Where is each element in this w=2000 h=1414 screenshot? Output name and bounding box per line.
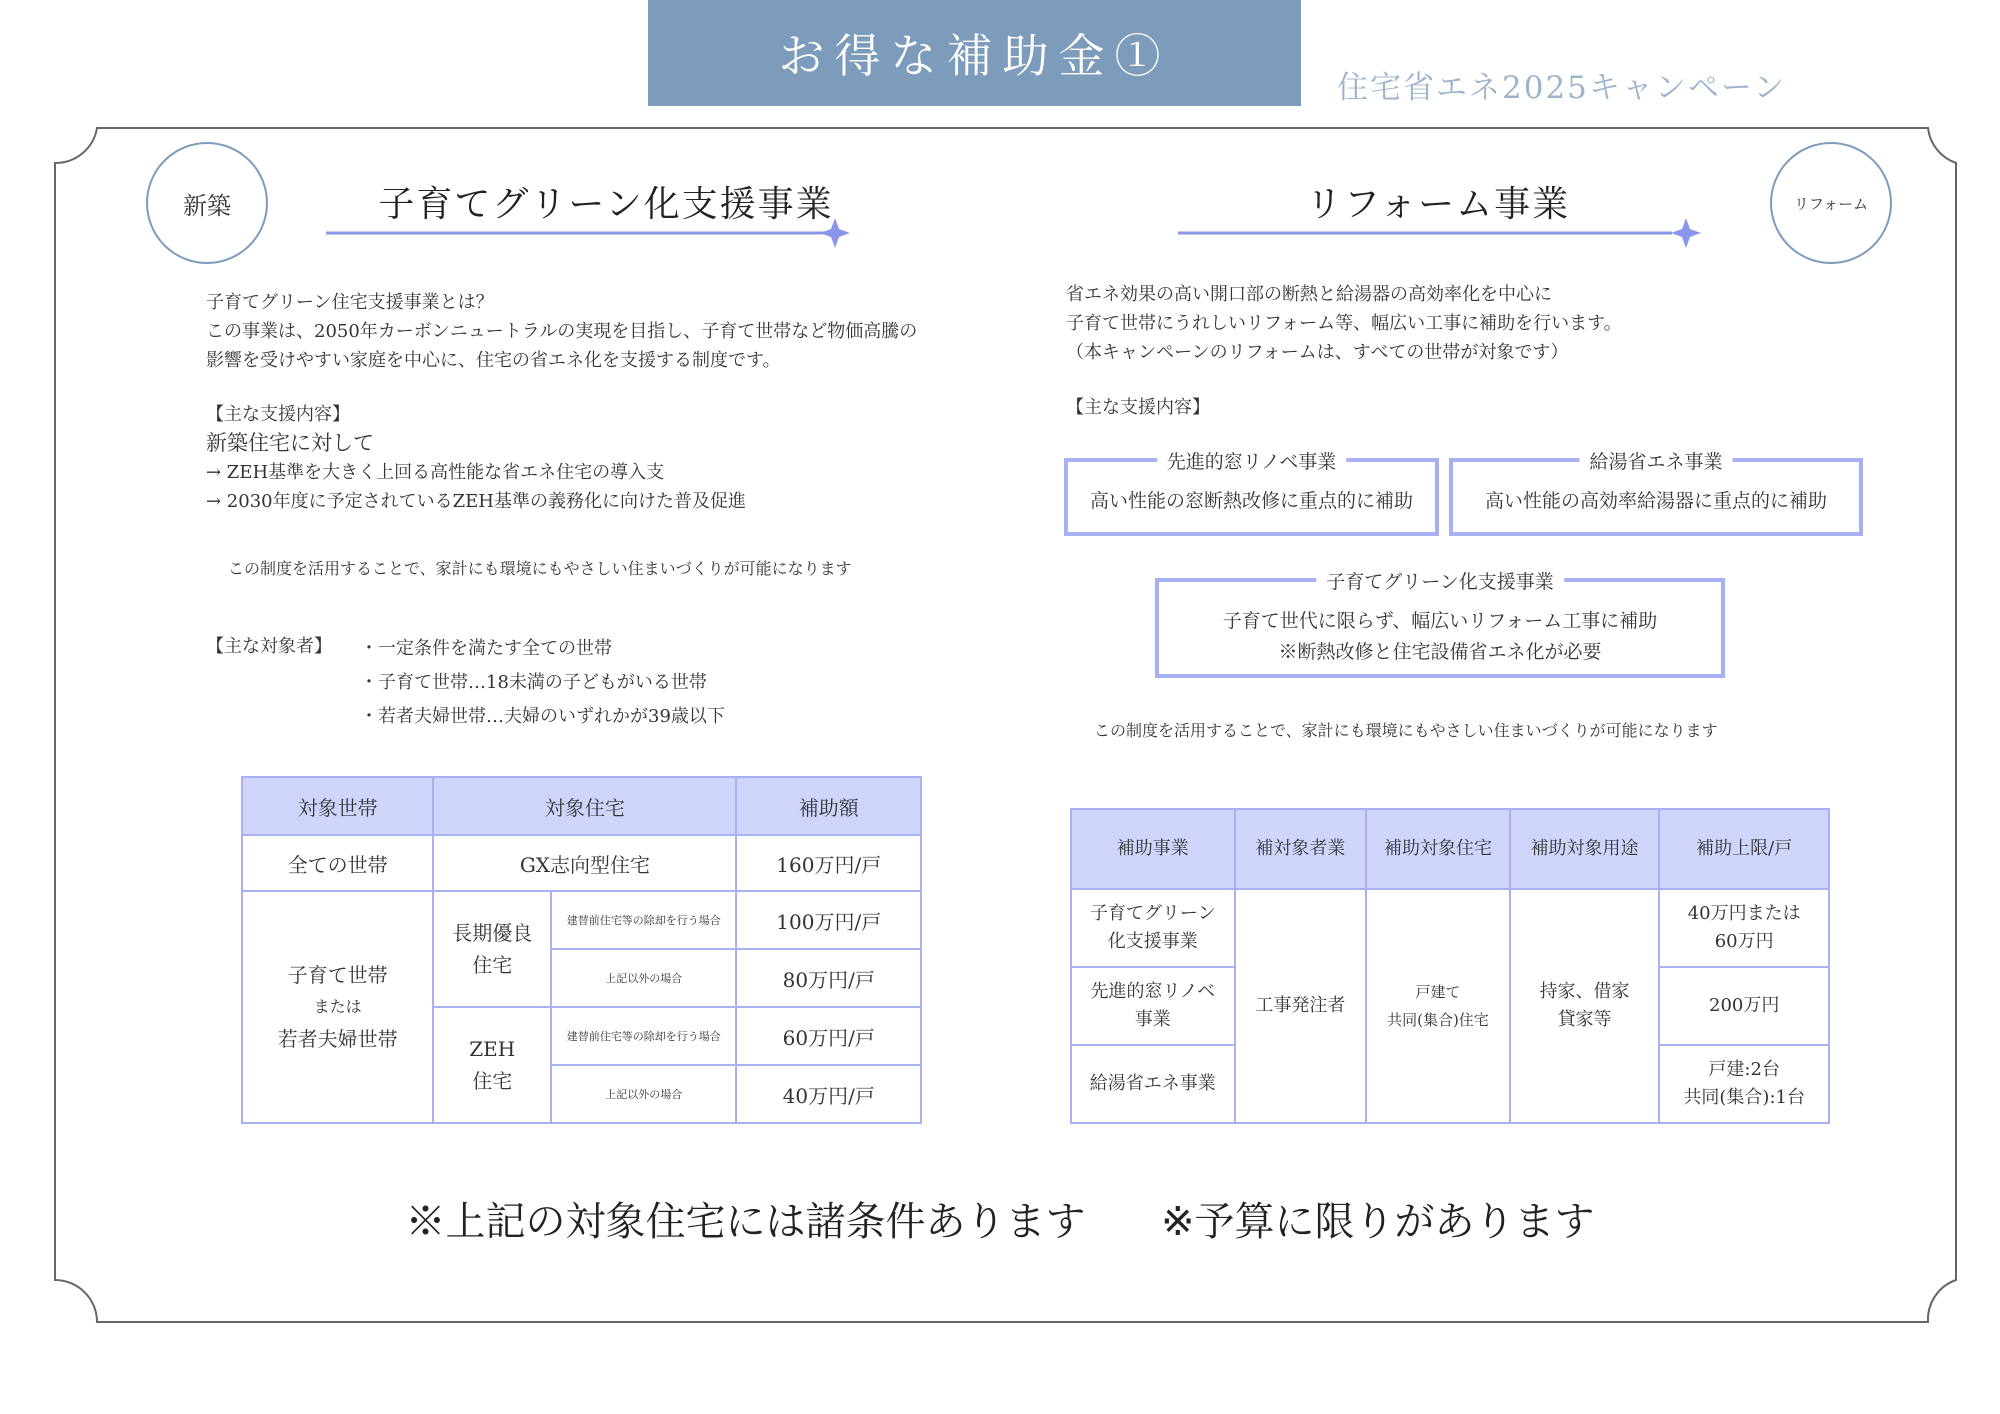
right-intro bbox=[1066, 280, 1622, 367]
target-item: ・子育て世帯…18未満の子どもがいる世帯 bbox=[360, 672, 707, 693]
box-label: 子育てグリーン化支援事業 bbox=[1316, 567, 1564, 594]
page-title: お得な補助金① bbox=[648, 0, 1301, 106]
right-support-heading: 【主な支援内容】 bbox=[1066, 397, 1210, 418]
box-body: ※断熱改修と住宅設備省エネ化が必要 bbox=[1278, 641, 1602, 663]
table-header: 対象住宅 bbox=[433, 777, 736, 835]
table-cell: 160万円/戸 bbox=[736, 835, 921, 891]
window-renovation-box bbox=[1064, 451, 1439, 536]
box-body: 高い性能の高効率給湯器に重点的に補助 bbox=[1484, 490, 1827, 512]
table-cell-limit: 200万円 bbox=[1659, 967, 1829, 1045]
intro-line: この事業は、2050年カーボンニュートラルの実現を目指し、子育て世帯など物価高騰の bbox=[206, 321, 918, 342]
box-label: 先進的窓リノベ事業 bbox=[1157, 447, 1346, 474]
new-build-subsidy-table bbox=[241, 776, 922, 1124]
table-cell: 80万円/戸 bbox=[736, 949, 921, 1007]
reform-subsidy-table bbox=[1070, 808, 1830, 1124]
table-header: 補助対象住宅 bbox=[1366, 809, 1510, 889]
new-build-badge: 新築 bbox=[146, 142, 268, 264]
box-body: 子育て世代に限らず、幅広いリフォーム工事に補助 bbox=[1222, 610, 1658, 632]
footer-note-budget: ※予算に限りがあります bbox=[1160, 1199, 1595, 1245]
box-label: 給湯省エネ事業 bbox=[1579, 447, 1732, 474]
table-header: 補助事業 bbox=[1071, 809, 1235, 889]
water-heater-box bbox=[1449, 451, 1863, 536]
box-body: 高い性能の窓断熱改修に重点的に補助 bbox=[1089, 490, 1413, 512]
reform-badge: リフォーム bbox=[1770, 142, 1892, 264]
intro-line: 子育てグリーン住宅支援事業とは？ bbox=[206, 292, 494, 313]
table-cell-long-term: 長期優良 住宅 bbox=[433, 891, 551, 1007]
table-cell-limit: 戸建:2台 共同(集合):1台 bbox=[1659, 1045, 1829, 1123]
left-intro bbox=[206, 288, 917, 375]
right-benefit-note: この制度を活用することで、家計にも環境にもやさしい住まいづくりが可能になります bbox=[1094, 721, 1718, 740]
table-cell: GX志向型住宅 bbox=[433, 835, 736, 891]
table-header: 補助上限/戸 bbox=[1659, 809, 1829, 889]
table-cell-program: 子育てグリーン 化支援事業 bbox=[1071, 889, 1235, 967]
table-cell: 全ての世帯 bbox=[242, 835, 433, 891]
intro-line: 子育て世帯にうれしいリフォーム等、幅広い工事に補助を行います。 bbox=[1066, 313, 1622, 334]
table-cell-program: 先進的窓リノベ 事業 bbox=[1071, 967, 1235, 1045]
table-row bbox=[242, 835, 921, 891]
green-support-box bbox=[1155, 571, 1725, 678]
left-section-title: 子育てグリーン化支援事業 bbox=[378, 184, 834, 225]
table-header: 補対象者業 bbox=[1235, 809, 1367, 889]
table-cell: 建替前住宅等の除却を行う場合 bbox=[551, 891, 736, 949]
table-row bbox=[242, 891, 921, 949]
left-support bbox=[206, 400, 746, 516]
target-list bbox=[360, 632, 725, 734]
table-row bbox=[242, 777, 921, 835]
table-cell-zeh: ZEH 住宅 bbox=[433, 1007, 551, 1123]
table-cell-applicant: 工事発注者 bbox=[1235, 889, 1367, 1123]
left-benefit-note: この制度を活用することで、家計にも環境にもやさしい住まいづくりが可能になります bbox=[228, 559, 852, 578]
support-lead: 新築住宅に対して bbox=[206, 431, 374, 455]
intro-line: （本キャンペーンのリフォームは、すべての世帯が対象です） bbox=[1066, 342, 1569, 363]
support-item: → 2030年度に予定されているZEH基準の義務化に向けた普及促進 bbox=[206, 491, 746, 512]
footer-notes bbox=[0, 1190, 2000, 1247]
table-header: 対象世帯 bbox=[242, 777, 433, 835]
table-cell: 60万円/戸 bbox=[736, 1007, 921, 1065]
table-cell: 上記以外の場合 bbox=[551, 1065, 736, 1123]
table-row bbox=[1071, 889, 1829, 967]
table-cell-program: 給湯省エネ事業 bbox=[1071, 1045, 1235, 1123]
table-cell-house: 戸建て 共同(集合)住宅 bbox=[1366, 889, 1510, 1123]
target-item: ・若者夫婦世帯…夫婦のいずれかが39歳以下 bbox=[360, 706, 725, 727]
table-cell-household-group: 子育て世帯 または 若者夫婦世帯 bbox=[242, 891, 433, 1123]
support-heading: 【主な支援内容】 bbox=[206, 404, 350, 425]
table-header: 補助額 bbox=[736, 777, 921, 835]
table-cell: 100万円/戸 bbox=[736, 891, 921, 949]
table-cell: 建替前住宅等の除却を行う場合 bbox=[551, 1007, 736, 1065]
right-section-title: リフォーム事業 bbox=[1305, 184, 1571, 225]
footer-note-conditions: ※上記の対象住宅には諸条件あります bbox=[405, 1199, 1086, 1245]
support-item: → ZEH基準を大きく上回る高性能な省エネ住宅の導入支 bbox=[206, 462, 665, 483]
intro-line: 省エネ効果の高い開口部の断熱と給湯器の高効率化を中心に bbox=[1066, 284, 1552, 305]
table-cell-limit: 40万円または 60万円 bbox=[1659, 889, 1829, 967]
table-header: 補助対象用途 bbox=[1510, 809, 1660, 889]
table-cell: 上記以外の場合 bbox=[551, 949, 736, 1007]
table-cell-usage: 持家、借家 貸家等 bbox=[1510, 889, 1660, 1123]
table-row bbox=[1071, 809, 1829, 889]
target-label: 【主な対象者】 bbox=[206, 636, 332, 657]
table-cell: 40万円/戸 bbox=[736, 1065, 921, 1123]
target-item: ・一定条件を満たす全ての世帯 bbox=[360, 638, 612, 659]
campaign-name: 住宅省エネ2025キャンペーン bbox=[1337, 70, 1787, 106]
intro-line: 影響を受けやすい家庭を中心に、住宅の省エネ化を支援する制度です。 bbox=[206, 350, 781, 371]
